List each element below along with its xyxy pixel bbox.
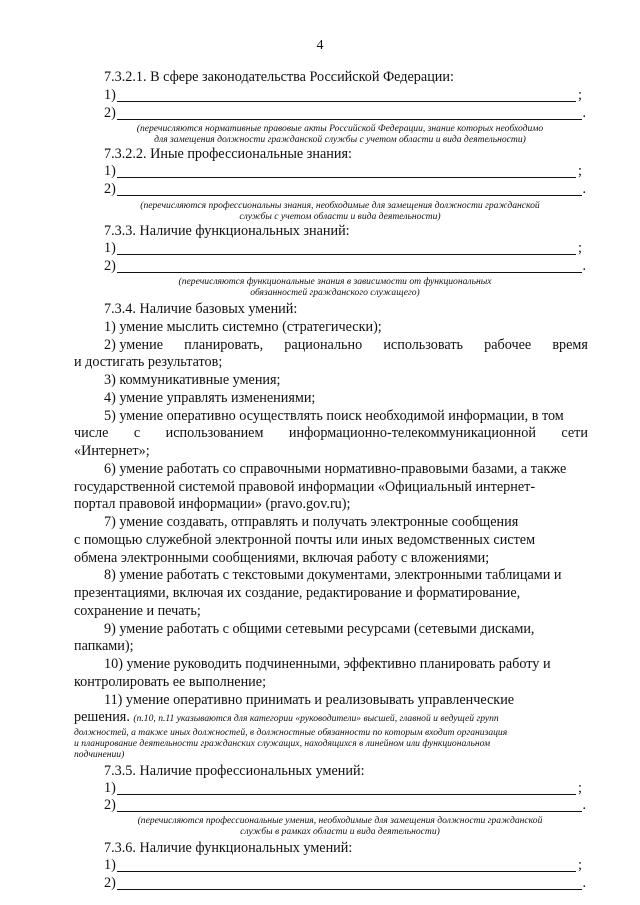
page-number: 4 xyxy=(316,38,324,53)
list-item-continued: «Интернет»; xyxy=(74,443,150,459)
list-item-continued: портал правовой информации» (pravo.gov.ru); xyxy=(74,496,351,512)
footnote: (перечисляются нормативные правовые акты Российской Федерации, знание которых необходимо xyxy=(136,123,544,134)
blank-line: 1) ; xyxy=(104,857,582,873)
footnote: для замещения должности гражданской службы с учетом области и вида деятельности) xyxy=(154,134,526,145)
list-item: 11) умение оперативно принимать и реализовывать управленческие xyxy=(104,692,515,708)
list-item: 4) умение управлять изменениями; xyxy=(104,390,316,406)
footnote: и планирование деятельности гражданских служащих, находящихся в линейном или функциональном xyxy=(74,738,491,749)
list-item-continued: решения. (п.10, п.11 указываются для категории «руководители» высшей, главной и ведущей групп xyxy=(74,709,499,725)
list-item: 9) умение работать с общими сетевыми ресурсами (сетевыми дисками, xyxy=(104,621,535,637)
blank-line: 1) ; xyxy=(104,163,582,179)
blank-line: 1) ; xyxy=(104,240,582,256)
section-heading-7-3-6: 7.3.6. Наличие функциональных умений: xyxy=(104,840,353,856)
section-heading-7-3-2-2: 7.3.2.2. Иные профессиональные знания: xyxy=(104,146,352,162)
blank-line: 2) . xyxy=(104,875,586,891)
list-item: 10) умение руководить подчиненными, эффективно планировать работу и xyxy=(104,656,551,672)
footnote: подчинении) xyxy=(74,749,125,760)
list-item-continued: обмена электронными сообщениями, включая работу с вложениями; xyxy=(74,550,490,566)
section-heading-7-3-2-1: 7.3.2.1. В сфере законодательства Российской Федерации: xyxy=(104,69,454,85)
inline-note: (п.10, п.11 указываются для категории «руководители» высшей, главной и ведущей групп xyxy=(133,713,499,724)
section-heading-7-3-3: 7.3.3. Наличие функциональных знаний: xyxy=(104,223,350,239)
list-item: 5) умение оперативно осуществлять поиск необходимой информации, в том xyxy=(104,408,564,424)
list-item: 7) умение создавать, отправлять и получать электронные сообщения xyxy=(104,514,519,530)
blank-line: 1) ; xyxy=(104,87,582,103)
footnote: (перечисляются профессиональные умения, необходимые для замещения должности гражданской xyxy=(137,815,543,826)
list-item: 8) умение работать с текстовыми документами, электронными таблицами и xyxy=(104,567,562,583)
blank-line: 2) . xyxy=(104,258,586,274)
list-item-continued: сохранение и печать; xyxy=(74,603,201,619)
list-item: 1) умение мыслить системно (стратегически); xyxy=(104,319,382,335)
footnote: (перечисляются профессиональны знания, необходимые для замещения должности гражданской xyxy=(140,200,540,211)
list-item: 6) умение работать со справочными нормативно-правовыми базами, а также xyxy=(104,461,567,477)
footnote: обязанностей гражданского служащего) xyxy=(250,287,420,298)
section-heading-7-3-4: 7.3.4. Наличие базовых умений: xyxy=(104,301,298,317)
list-item-continued: числе с использованием информационно-телекоммуникационной сети xyxy=(74,425,588,441)
blank-line: 2) . xyxy=(104,181,586,197)
blank-line: 2) . xyxy=(104,797,586,813)
footnote: (перечисляются функциональные знания в зависимости от функциональных xyxy=(178,276,492,287)
list-item: 2) умение планировать, рационально использовать рабочее время xyxy=(104,337,588,353)
list-item-continued: папками); xyxy=(74,638,134,654)
list-item-continued: контролировать ее выполнение; xyxy=(74,674,267,690)
blank-line: 2) . xyxy=(104,105,586,121)
list-item-continued: государственной системой правовой информации «Официальный интернет- xyxy=(74,479,536,495)
list-item-continued: с помощью служебной электронной почты или иных ведомственных систем xyxy=(74,532,536,548)
blank-line: 1) ; xyxy=(104,780,582,796)
footnote: службы в рамках области и вида деятельности) xyxy=(240,826,440,837)
list-item: 3) коммуникативные умения; xyxy=(104,372,281,388)
footnote: должностей, а также иных должностей, в должностные обязанности по которым входит организация xyxy=(74,727,508,738)
list-item-continued: и достигать результатов; xyxy=(74,354,223,370)
section-heading-7-3-5: 7.3.5. Наличие профессиональных умений: xyxy=(104,763,365,779)
list-item-continued: презентациями, включая их создание, редактирование и форматирование, xyxy=(74,585,521,601)
footnote: службы с учетом области и вида деятельности) xyxy=(239,211,441,222)
